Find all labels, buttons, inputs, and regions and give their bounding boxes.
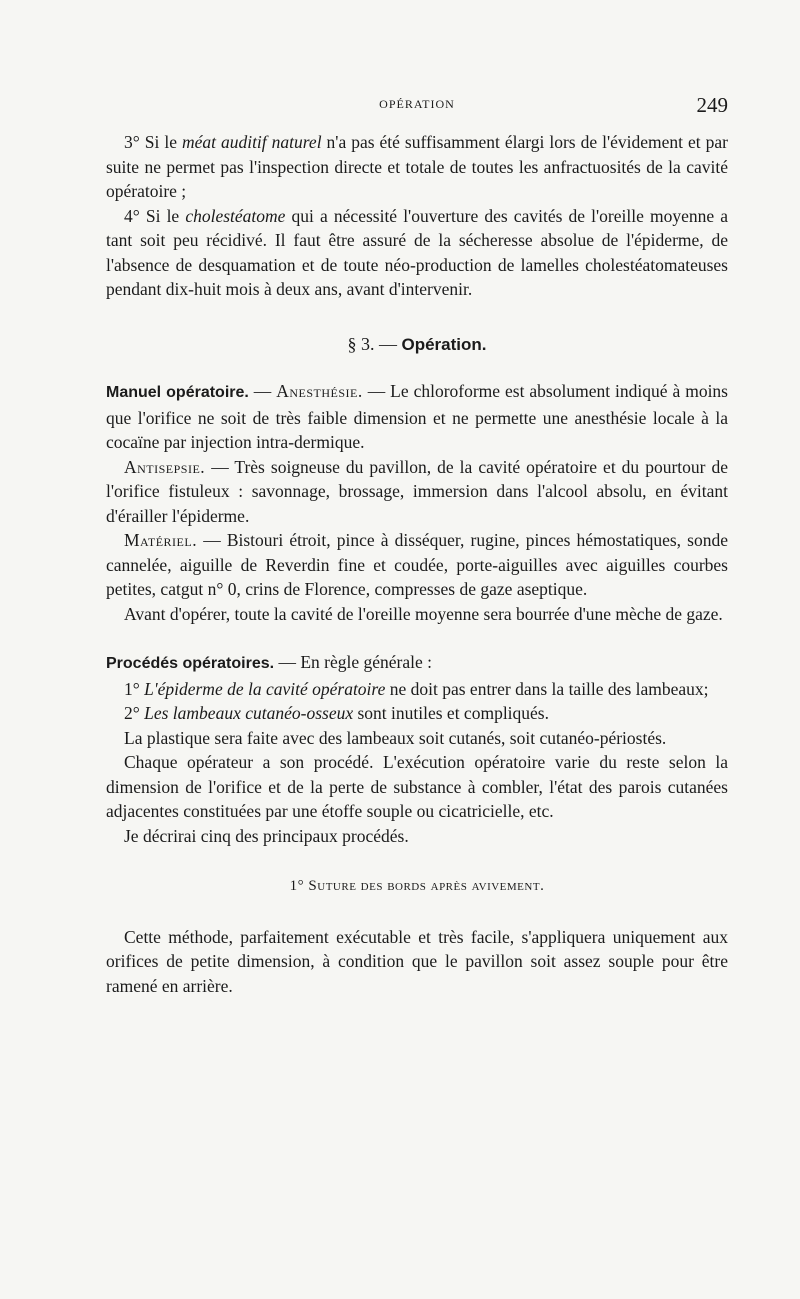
materiel-paragraph [106, 528, 728, 602]
item-3-text: n'a pas été suffisamment élargi lors de l'évidement et par suite ne permet pas l'inspection directe et totale de toutes les anfractuosités de la cavité opératoire ; [106, 132, 728, 201]
decrirai-paragraph: Je décrirai cinq des principaux procédés. [124, 825, 409, 846]
page-number: 249 [696, 93, 728, 117]
item-3-prefix: 3° Si le [124, 132, 182, 152]
anesthesie-text: — Le chloroforme est absolument indiqué à moins que l'orifice ne soit de très faible dimension et ne permette une anesthésie locale à la cocaïne par injection intra-dermique. [106, 381, 728, 452]
subsection-heading: 1° Suture des bords après avivement. [289, 878, 545, 894]
anesthesie-label: Anesthésie. [276, 381, 363, 401]
spacer [106, 626, 728, 650]
rule-1-text: ne doit pas entrer dans la taille des lambeaux; [385, 678, 709, 699]
rule-2-text: sont inutiles et compliqués. [353, 703, 549, 723]
procedes-paragraph [106, 650, 728, 677]
section-heading [106, 332, 728, 358]
manuel-dash: — [248, 381, 277, 401]
antisepsie-text: — Très soigneuse du pavillon, de la cavité opératoire et du pourtour de l'orifice fistuleux : savonnage, brossage, immersion dans l'alcool absolu, en évitant d'érailler l'épiderme. [106, 456, 728, 526]
rule-2-paragraph [106, 701, 728, 726]
anesthesie-paragraph [106, 379, 728, 455]
rule-1-term: L'épiderme de la cavité opératoire [144, 678, 386, 699]
chaque-paragraph: Chaque opérateur a son procédé. L'exécution opératoire varie du reste selon la dimension de l'orifice et de la perte de substance à combler, l'état des parois cutanées adjacentes constituées par une étoffe souple ou cicatricielle, etc. [106, 752, 728, 821]
item-4-paragraph [106, 204, 728, 302]
rule-2-term: Les lambeaux cutanéo-osseux [144, 703, 354, 723]
rule-1-paragraph [106, 677, 728, 702]
item-4-prefix: 4° Si le [124, 205, 186, 226]
page-body [106, 130, 728, 998]
avant-paragraph: Avant d'opérer, toute la cavité de l'oreille moyenne sera bourrée d'une mèche de gaze. [124, 603, 723, 624]
suture-paragraph: Cette méthode, parfaitement exécutable et très facile, s'appliquera uniquement aux orifices de petite dimension, à condition que le pavillon soit assez souple pour être ramené en arrière. [106, 926, 728, 996]
section-title: Opération. [401, 334, 487, 354]
section-number: § 3. — [347, 333, 402, 354]
procedes-intro: — En règle générale : [274, 652, 432, 672]
page-header [106, 93, 728, 123]
rule-1-prefix: 1° [124, 678, 145, 699]
antisepsie-label: Antisepsie. [124, 456, 206, 477]
item-3-term: méat auditif naturel [181, 132, 322, 152]
materiel-text: — Bistouri étroit, pince à disséquer, rugine, pinces hémostatiques, sonde cannelée, aiguille de Reverdin fine et coudée, porte-aiguilles avec aiguilles courbes petites, catgut n° 0, crins de Florence, compresses de gaze aseptique. [106, 530, 728, 599]
plastique-paragraph: La plastique sera faite avec des lambeaux soit cutanés, soit cutanéo-périostés. [124, 727, 667, 748]
antisepsie-paragraph [106, 455, 728, 529]
manuel-heading: Manuel opératoire. [106, 384, 249, 401]
procedes-heading: Procédés opératoires. [106, 655, 275, 672]
materiel-label: Matériel. [124, 530, 198, 550]
running-title: OPÉRATION [379, 97, 455, 111]
item-3-paragraph [106, 130, 728, 204]
rule-2-prefix: 2° [124, 703, 145, 723]
item-4-term: cholestéatome [185, 205, 286, 226]
item-4-text: qui a nécessité l'ouverture des cavités de l'oreille moyenne a tant soit peu récidivé. Il faut être assuré de la sécheresse absolue de l'épiderme, de l'absence de desquamation et de toute néo-production de lamelles cholestéatomateuses pendant dix-huit mois à deux ans, avant d'intervenir. [106, 205, 728, 299]
